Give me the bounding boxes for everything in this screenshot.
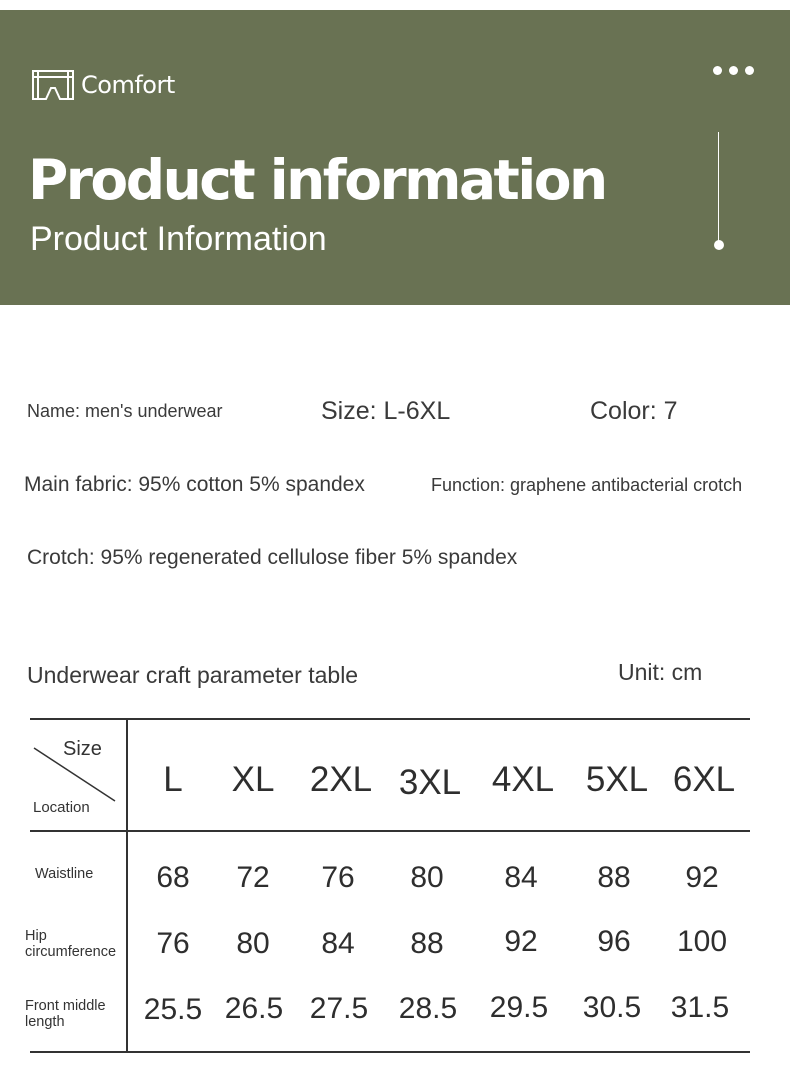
size-header-6xl: 6XL [672, 760, 736, 799]
table-header-divider [30, 830, 750, 832]
table-cell: 84 [504, 861, 538, 894]
table-cell: 68 [156, 861, 190, 894]
brand-name: Comfort [81, 71, 175, 99]
size-header-4xl: 4XL [491, 760, 555, 799]
size-header-2xl: 2XL [309, 760, 373, 799]
table-cell: 76 [321, 861, 355, 894]
row-label-waistline: Waistline [35, 866, 94, 882]
header-banner [0, 10, 790, 305]
table-cell: 72 [236, 861, 270, 894]
page-title: Product information [28, 148, 606, 212]
info-color: Color: 7 [590, 397, 678, 425]
info-function: Function: graphene antibacterial crotch [431, 475, 743, 495]
table-cell: 80 [236, 927, 270, 960]
corner-size-label: Size [63, 738, 102, 760]
table-cell: 26.5 [224, 992, 284, 1025]
size-header-l: L [163, 760, 183, 799]
brand [30, 68, 175, 102]
table-cell: 80 [410, 861, 444, 894]
table-cell: 84 [321, 927, 355, 960]
table-cell: 28.5 [398, 992, 458, 1025]
table-top-border [30, 718, 750, 720]
table-cell: 92 [685, 861, 719, 894]
table-cell: 88 [597, 861, 631, 894]
table-cell: 30.5 [582, 991, 642, 1024]
more-dots-icon [713, 66, 754, 75]
unit-label: Unit: cm [618, 659, 703, 685]
size-header-xl: XL [231, 760, 275, 799]
info-name: Name: men's underwear [27, 401, 223, 421]
corner-location-label: Location [33, 799, 90, 816]
info-size: Size: L-6XL [321, 397, 451, 425]
table-cell: 29.5 [489, 991, 549, 1024]
table-cell: 76 [156, 927, 190, 960]
table-bottom-border [30, 1051, 750, 1053]
decorative-dot [714, 240, 724, 250]
table-cell: 92 [504, 925, 538, 958]
size-header-5xl: 5XL [585, 760, 649, 799]
row-label-hip: Hip circumference [25, 928, 117, 960]
info-crotch: Crotch: 95% regenerated cellulose fiber 5% spandex [27, 546, 518, 569]
table-cell: 96 [597, 925, 631, 958]
underwear-logo-icon [30, 68, 76, 102]
table-title: Underwear craft parameter table [27, 662, 359, 688]
table-cell: 100 [676, 925, 728, 958]
table-cell: 31.5 [670, 991, 730, 1024]
table-cell: 25.5 [143, 993, 203, 1026]
size-header-3xl: 3XL [398, 763, 462, 802]
info-fabric: Main fabric: 95% cotton 5% spandex [24, 473, 365, 496]
decorative-line [718, 132, 719, 244]
table-cell: 27.5 [309, 992, 369, 1025]
table-cell: 88 [410, 927, 444, 960]
row-label-front-length: Front middle length [25, 998, 106, 1030]
parameter-table [25, 718, 750, 1053]
page-subtitle: Product Information [30, 220, 327, 258]
